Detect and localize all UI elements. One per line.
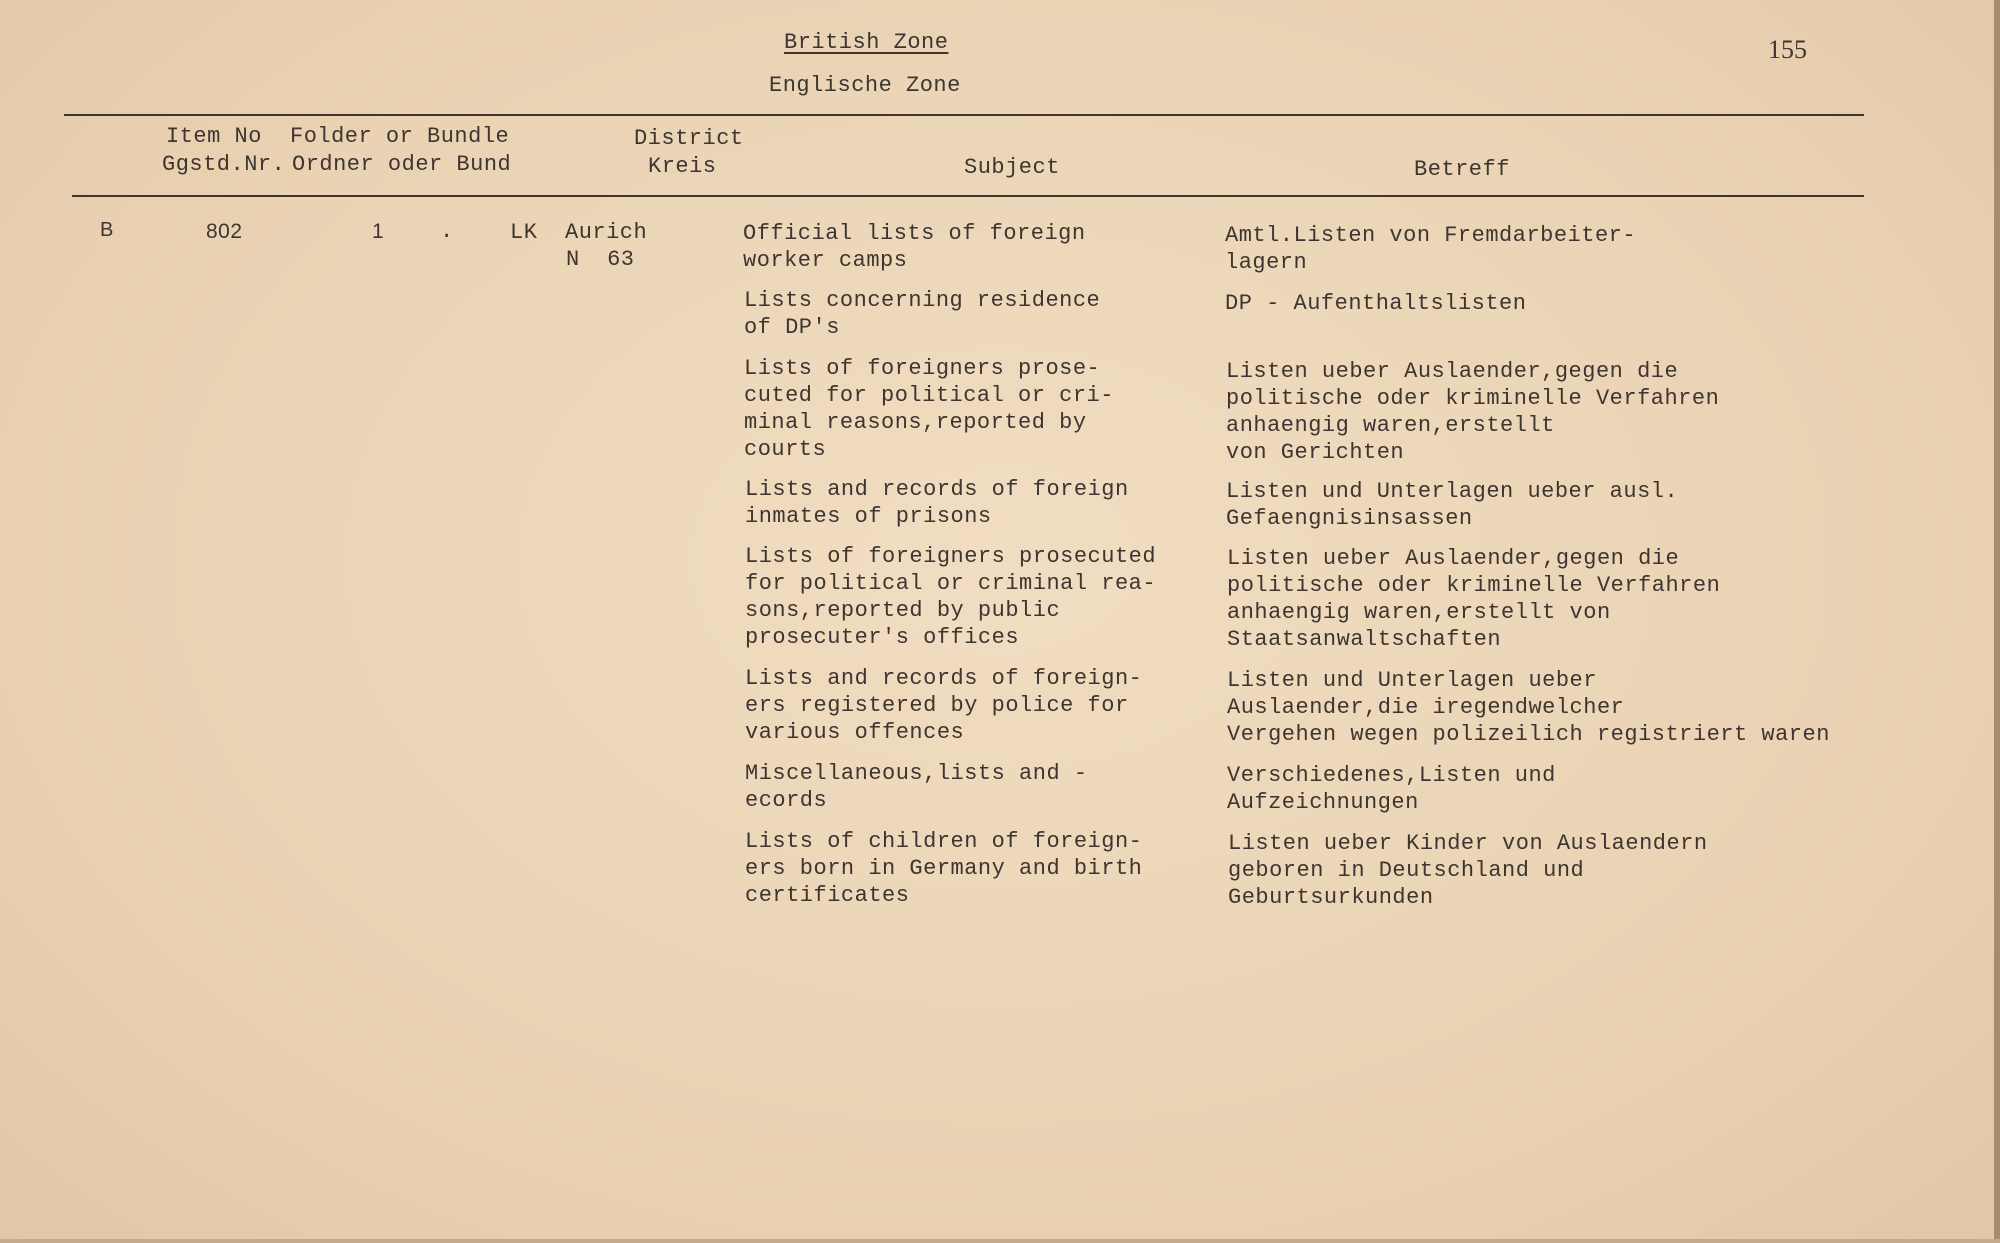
page-edge-right — [1994, 0, 2000, 1243]
header-kreis: Kreis — [648, 154, 717, 179]
entry-folder-mark: . — [440, 219, 454, 244]
row-1-betreff: Amtl.Listen von Fremdarbeiter- lagern — [1225, 223, 1637, 275]
row-6-betreff: Listen und Unterlagen ueber Auslaender,die iregendwelcher Vergehen wegen polizeilich registriert waren — [1227, 668, 1830, 747]
row-7-betreff: Verschiedenes,Listen und Aufzeichnungen — [1227, 763, 1556, 815]
header-subject: Subject — [964, 155, 1060, 180]
entry-district-prefix: LK — [510, 220, 538, 245]
row-6-subject: Lists and records of foreign- ers registered by police for various offences — [745, 666, 1143, 745]
entry-district-name: Aurich — [565, 220, 648, 245]
row-3-subject: Lists of foreigners prose- cuted for political or cri- minal reasons,reported by courts — [744, 356, 1114, 462]
header-folder-or-bundle: Folder or Bundle — [290, 124, 510, 149]
title-englische-zone: Englische Zone — [769, 73, 961, 98]
header-district: District — [634, 126, 744, 151]
entry-folder-no: 1 — [372, 220, 385, 243]
header-betreff: Betreff — [1414, 157, 1510, 182]
row-3-betreff: Listen ueber Auslaender,gegen die politische oder kriminelle Verfahren anhaengig waren,erstellt von Gerichten — [1226, 359, 1720, 465]
row-2-subject: Lists concerning residence of DP's — [744, 288, 1101, 340]
entry-item-no: 802 — [206, 220, 243, 243]
header-item-no: Item No — [166, 124, 262, 149]
header-bottom-rule — [72, 195, 1864, 197]
row-4-subject: Lists and records of foreign inmates of prisons — [745, 477, 1129, 529]
row-7-subject: Miscellaneous,lists and - ecords — [745, 761, 1088, 813]
row-1-subject: Official lists of foreign worker camps — [743, 221, 1086, 273]
title-british-zone: British Zone — [784, 30, 949, 55]
header-top-rule — [64, 114, 1864, 116]
page-edge-bottom — [0, 1239, 2000, 1243]
row-5-betreff: Listen ueber Auslaender,gegen die politische oder kriminelle Verfahren anhaengig waren,erstellt von Staatsanwaltschaften — [1227, 546, 1721, 652]
entry-letter: B — [100, 219, 114, 241]
page-number: 155 — [1768, 35, 1807, 64]
row-8-betreff: Listen ueber Kinder von Auslaendern geboren in Deutschland und Geburtsurkunden — [1228, 831, 1708, 910]
row-8-subject: Lists of children of foreign- ers born in Germany and birth certificates — [745, 829, 1143, 908]
entry-district-code: N 63 — [566, 247, 635, 272]
header-ordner-oder-bund: Ordner oder Bund — [292, 152, 512, 177]
row-4-betreff: Listen und Unterlagen ueber ausl. Gefaengnisinsassen — [1226, 479, 1679, 531]
row-5-subject: Lists of foreigners prosecuted for political or criminal rea- sons,reported by public prosecuter's offices — [745, 544, 1157, 650]
header-ggstd-nr: Ggstd.Nr. — [162, 152, 286, 177]
row-2-betreff: DP - Aufenthaltslisten — [1225, 291, 1527, 316]
